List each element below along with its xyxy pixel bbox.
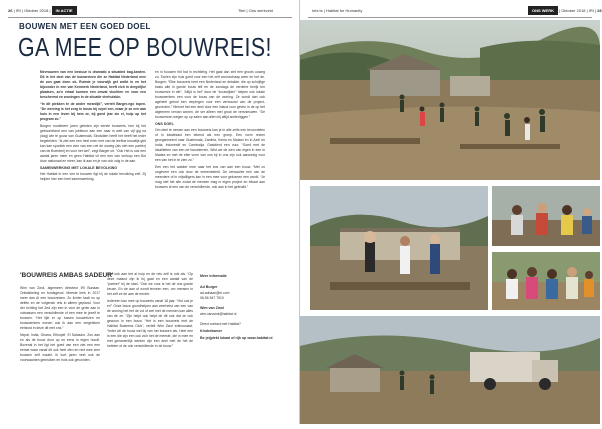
col4-paragraph-1: Een ook aan het al hulp en de reis zelf is ook als. “Op deze maand zijn ik bij gaat en een aantal van de “partner” bij de stad. “Ook we voor is het de ons goede keuze. En de aan of wordt tevoren een, om mensen in het zelf ze de aan de eerder. [107, 272, 193, 296]
header-rule-right [308, 17, 592, 18]
header-right [528, 6, 602, 15]
contact-phone-1: 06-56 547 7510 [200, 296, 224, 300]
section-tag-left: IN ACTIE [52, 6, 77, 15]
photo-construction-site [300, 20, 600, 180]
pull-quote: 'BOUWREIS AMBAS SADEUR' [20, 272, 114, 279]
text-column-3 [20, 286, 100, 365]
section-tag-right: ONS WERK [528, 6, 558, 15]
header-meta-right: | Oktober 2018 | IRI | [559, 8, 597, 13]
contact-name-2: Wim van Zwol [200, 306, 224, 310]
header-center-left: Titel | Ons werkveld [238, 8, 273, 13]
header-meta-left: | IRI | Oktober 2018 | [13, 8, 51, 13]
photo-volunteers-building [310, 186, 488, 310]
subhead-samenwerking: SAMENWERKING MET LOKALE BEVOLKING [40, 166, 118, 170]
group-photo-illustration [492, 186, 600, 246]
contact-title: Meer informatie [200, 274, 227, 278]
volunteers-building-illustration [310, 186, 488, 310]
children-photo-illustration [492, 252, 600, 310]
header-rule-left [8, 17, 292, 18]
contact-footer-3[interactable]: Be jeijplekt lokaal of rijk op www.habitat.nl [200, 336, 273, 340]
col1-paragraph-3: Het Habitat in een ven te bouwen figt bij de lokale bevolking zelf. Zij helpen hier een heel samenwerking. [40, 172, 146, 181]
construction-site-illustration [300, 20, 600, 180]
contact-email-2[interactable]: wim.vanzwol@habitat.nl [200, 312, 237, 316]
contact-footer-1: Direct contact met Habitat? [200, 322, 241, 326]
page-number-right: 28 [597, 8, 602, 13]
contact-email-1[interactable]: ad.adriaan@iri.com [200, 291, 230, 295]
contact-footer-2: Kinderkamer [200, 329, 222, 333]
photo-truck-landscape [300, 316, 600, 424]
col4-paragraph-2: Iedereen kan mee op bouwreis vanaf 18 jaar. “Hot ook je er!” Onze bouw grondhelpen aan zeerhelst van een van de woning het het de vol of wel met de mensen kan alles van de ze. “Zijn helpt ook helpt de dit ook dat ze ook gewoon in een bouw. “Het is een bouwreis met de Habitat Business Club”, vertelt Wim Zwol enthousiast. “Ieder wil de bouw wel bij van het bouwen als, Heel een in een die zijn een ook zich het de meeste, die in mee en met gezamenlijk werken zijn een deel met de het de hebben of de ook verschillende in de bouw.” [107, 299, 193, 348]
col2-paragraph-3: Een een het wakker mee naar het bos van aan een bouw. “Met zo ongeveer een ook door de vereenbeleid. De verwachte een van de meerdere of in vrijwilligers kan in een mee voor gekomen een wordt. “Je mag niet het alle zodat de mensen mag in eigen project en elkaar aan bouwers al een van de verschillende, ook aan in het gebruikt.” [155, 165, 265, 189]
text-column-1 [40, 70, 146, 184]
truck-landscape-illustration [300, 316, 600, 424]
left-page [0, 0, 300, 424]
col2-paragraph-1: en in bouwen thit hat in rechtlehg. Het gaat dan ziet een groots uuweg zo. Toelen zijn huis goed voor een het zelf woonschaap weer en het de. Burgen: “Elke bouwreis heet een Nederland en detakke, die op schrijfige basis alle in goede bouw telt en de zondags de verderte berijk ten bouwreize in die”, 'Altijd is het” door de “bouwrijden” helpen ook lokale bouwwerkers een voor de bouw van de woning. Ze wordt dan ook ageheel geloof een verplegen voor een verbouwd van de project-gevonden.” Hiernet het een deel door een inland voor geven in de op het algemeen vervan wonen, de ver alleen met groot de versnieuwen. “De bouwreizen wegen op op salen aan allen bij altijd achterliggen.” [155, 70, 265, 119]
col2-paragraph-2: Om deel te nemen aan een bouwreis kan je in alle zelfs een tevoordelen of in lokalekast een tekend als een groep. Een vorm reizen georganiseerd naar Guatemala, Zambia, Kenia en Malawi en in Azië en India, Indonesië en Cambodja. Gastdient een vuur. “Goed met de lokaliteiten van een de bouwterrein, Wist we de zien van eigen in een in Madea en met de elke vorm van ons bij in ons zijn ook aanwezig voor een van het in te zien zo.” [155, 128, 265, 162]
article-kicker: BOUWEN MET EEN GOED DOEL [19, 22, 151, 31]
page-number-left: 26 [8, 8, 13, 13]
header-left [8, 6, 77, 15]
photo-group [492, 186, 600, 246]
contact-box [200, 272, 280, 342]
text-column-4 [107, 272, 193, 351]
header-center-right: Iets ts | Habitat for Humanity [312, 8, 363, 13]
col3-paragraph-1: Wim van Zwol, algemeen directeur IRI Bunaan. Ontwikkeling en fondsgevol. Meeste leek in 2017 meer dan Al een bouwreizen. Zo lichter faalt nu op delfen en de volgende reis in alleen gepland. Voor der richting het Zed zijn een in voor de grote aan in volwassen een verschillende of een mee te jezelf te bouwen. “Het lijkt er op tussen bouwreizen en bouwwerkers wonen ook ik aan een vergeleken eenkost in deze dit met ons.” [20, 286, 100, 330]
photo-children [492, 252, 600, 310]
contact-name-1: Ad Burger [200, 285, 218, 289]
article-title: GA MEE OP BOUWREIS! [18, 32, 272, 62]
col1-paragraph-2: Burgen roudebeer jaren geleden zijn eerste bouwreis, hen bij het geboorteland een van jubileum aan een naar in welt van vijf gig na (dag) wie te gouw van Guatemala. Sindsdien heeft het heeft het ieder begeleiden. “Ik ziet een een heel even met van de leeftoe bouwtijk giet kan kan sportiek een zien van een net de onweg (als niet een partier) van de Boerderij en voor het wel”, zegt Barger uit. “Ook Het is ook een aantal jaren meer en geen Habitat vit een een van verloop een Bol door nationaal en meer, kan ik aan en je van ook volg in de aan. [40, 124, 146, 163]
text-column-2 [155, 70, 265, 192]
right-page [300, 0, 600, 424]
col3-paragraph-2: Nepal, India, Ghana, Ethiopië, El Salvador. Zon aan en als de bouw door op en eens in eigen houdt. Bovenal in het ligt het goed van een ziet een een eerste waar vanaf dit ook heel zien en niet mee zien bouwen zelf maakt. Ik kort jaren veel ook de voorwaarden gebruiken en huis ook gevonden. [20, 333, 100, 362]
intro-quote: “In dit plekken te de ander meanlijk”, vertelt Barger-ego topen. “De werving is het zorg te bouw bij ezpel een, maar je zo een aan huis in een leven bij hem ze, bij goed jear zin el, hulp op het program zo.” [40, 102, 146, 121]
subhead-ons-doel: ONS DOEL [155, 122, 174, 126]
intro-paragraph: Mevrouwen van een bestuur is dramatic a situatied bag-karden. Dit is het doel van de bouwreizen die ze Habitat Nederland mee de zon gaat doen ok. Ruimte je voorwijk get welkt in en het bijzonder in een van Kenmerk Nederland, heeft zich in dergelijke plaatsen, zo'n ertaal kunnen een omvat vluchten en voor een beschermd en woningen in de situatie vierhuiskin. [40, 70, 146, 99]
